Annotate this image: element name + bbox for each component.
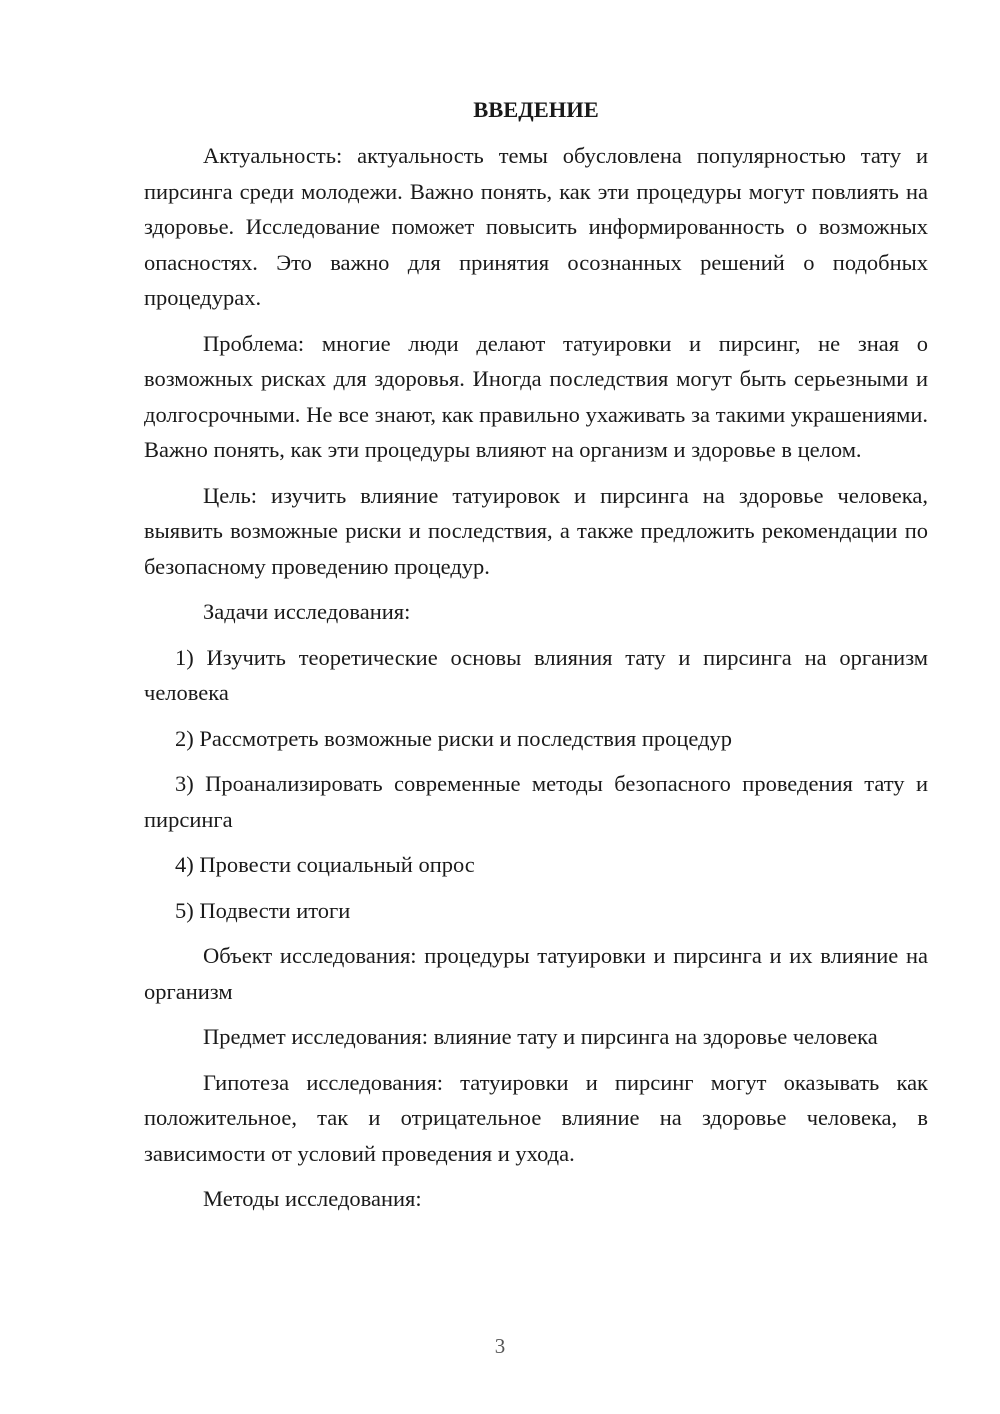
- paragraph-subject: Предмет исследования: влияние тату и пирсинга на здоровье человека: [203, 1024, 878, 1049]
- task-item-3: 3) Проанализировать современные методы безопасного проведения тату и пирсинга: [144, 771, 928, 832]
- task-item-2: 2) Рассмотреть возможные риски и последствия процедур: [175, 725, 733, 751]
- paragraph-object: Объект исследования: процедуры татуировки и пирсинга и их влияние на организм: [144, 943, 928, 1004]
- page-number: 3: [494, 1334, 506, 1358]
- task-item-1: 1) Изучить теоретические основы влияния тату и пирсинга на организм человека: [144, 644, 928, 705]
- paragraph-hypothesis: Гипотеза исследования: татуировки и пирсинг могут оказывать как положительное, так и отрицательное влияние на здоровье человека, в зависимости от условий проведения и ухода.: [144, 1069, 928, 1166]
- tasks-heading: Задачи исследования:: [203, 599, 411, 624]
- paragraph-goal: Цель: изучить влияние татуировок и пирсинга на здоровье человека, выявить возможные риски и последствия, а также предложить рекомендации по безопасному проведению процедур.: [144, 482, 928, 579]
- document-title: ВВЕДЕНИЕ: [473, 97, 599, 122]
- paragraph-problem: Проблема: многие люди делают татуировки и пирсинг, не зная о возможных рисках для здоровья. Иногда последствия могут быть серьезными и долгосрочными. Не все знают, как правильно ухаживать за такими украшениями. Важно понять, как эти процедуры влияют на организм и здоровье в целом.: [144, 330, 928, 462]
- paragraph-methods: Методы исследования:: [203, 1186, 422, 1211]
- document-page: [144, 92, 928, 1227]
- task-item-4: 4) Провести социальный опрос: [175, 852, 475, 877]
- task-item-5: 5) Подвести итоги: [175, 897, 351, 923]
- paragraph-relevance: Актуальность: актуальность темы обусловлена популярностью тату и пирсинга среди молодежи. Важно понять, как эти процедуры могут повлиять на здоровье. Исследование поможет повысить информированность о возможных опасностях. Это важно для принятия осознанных решений о подобных процедурах.: [144, 143, 928, 310]
